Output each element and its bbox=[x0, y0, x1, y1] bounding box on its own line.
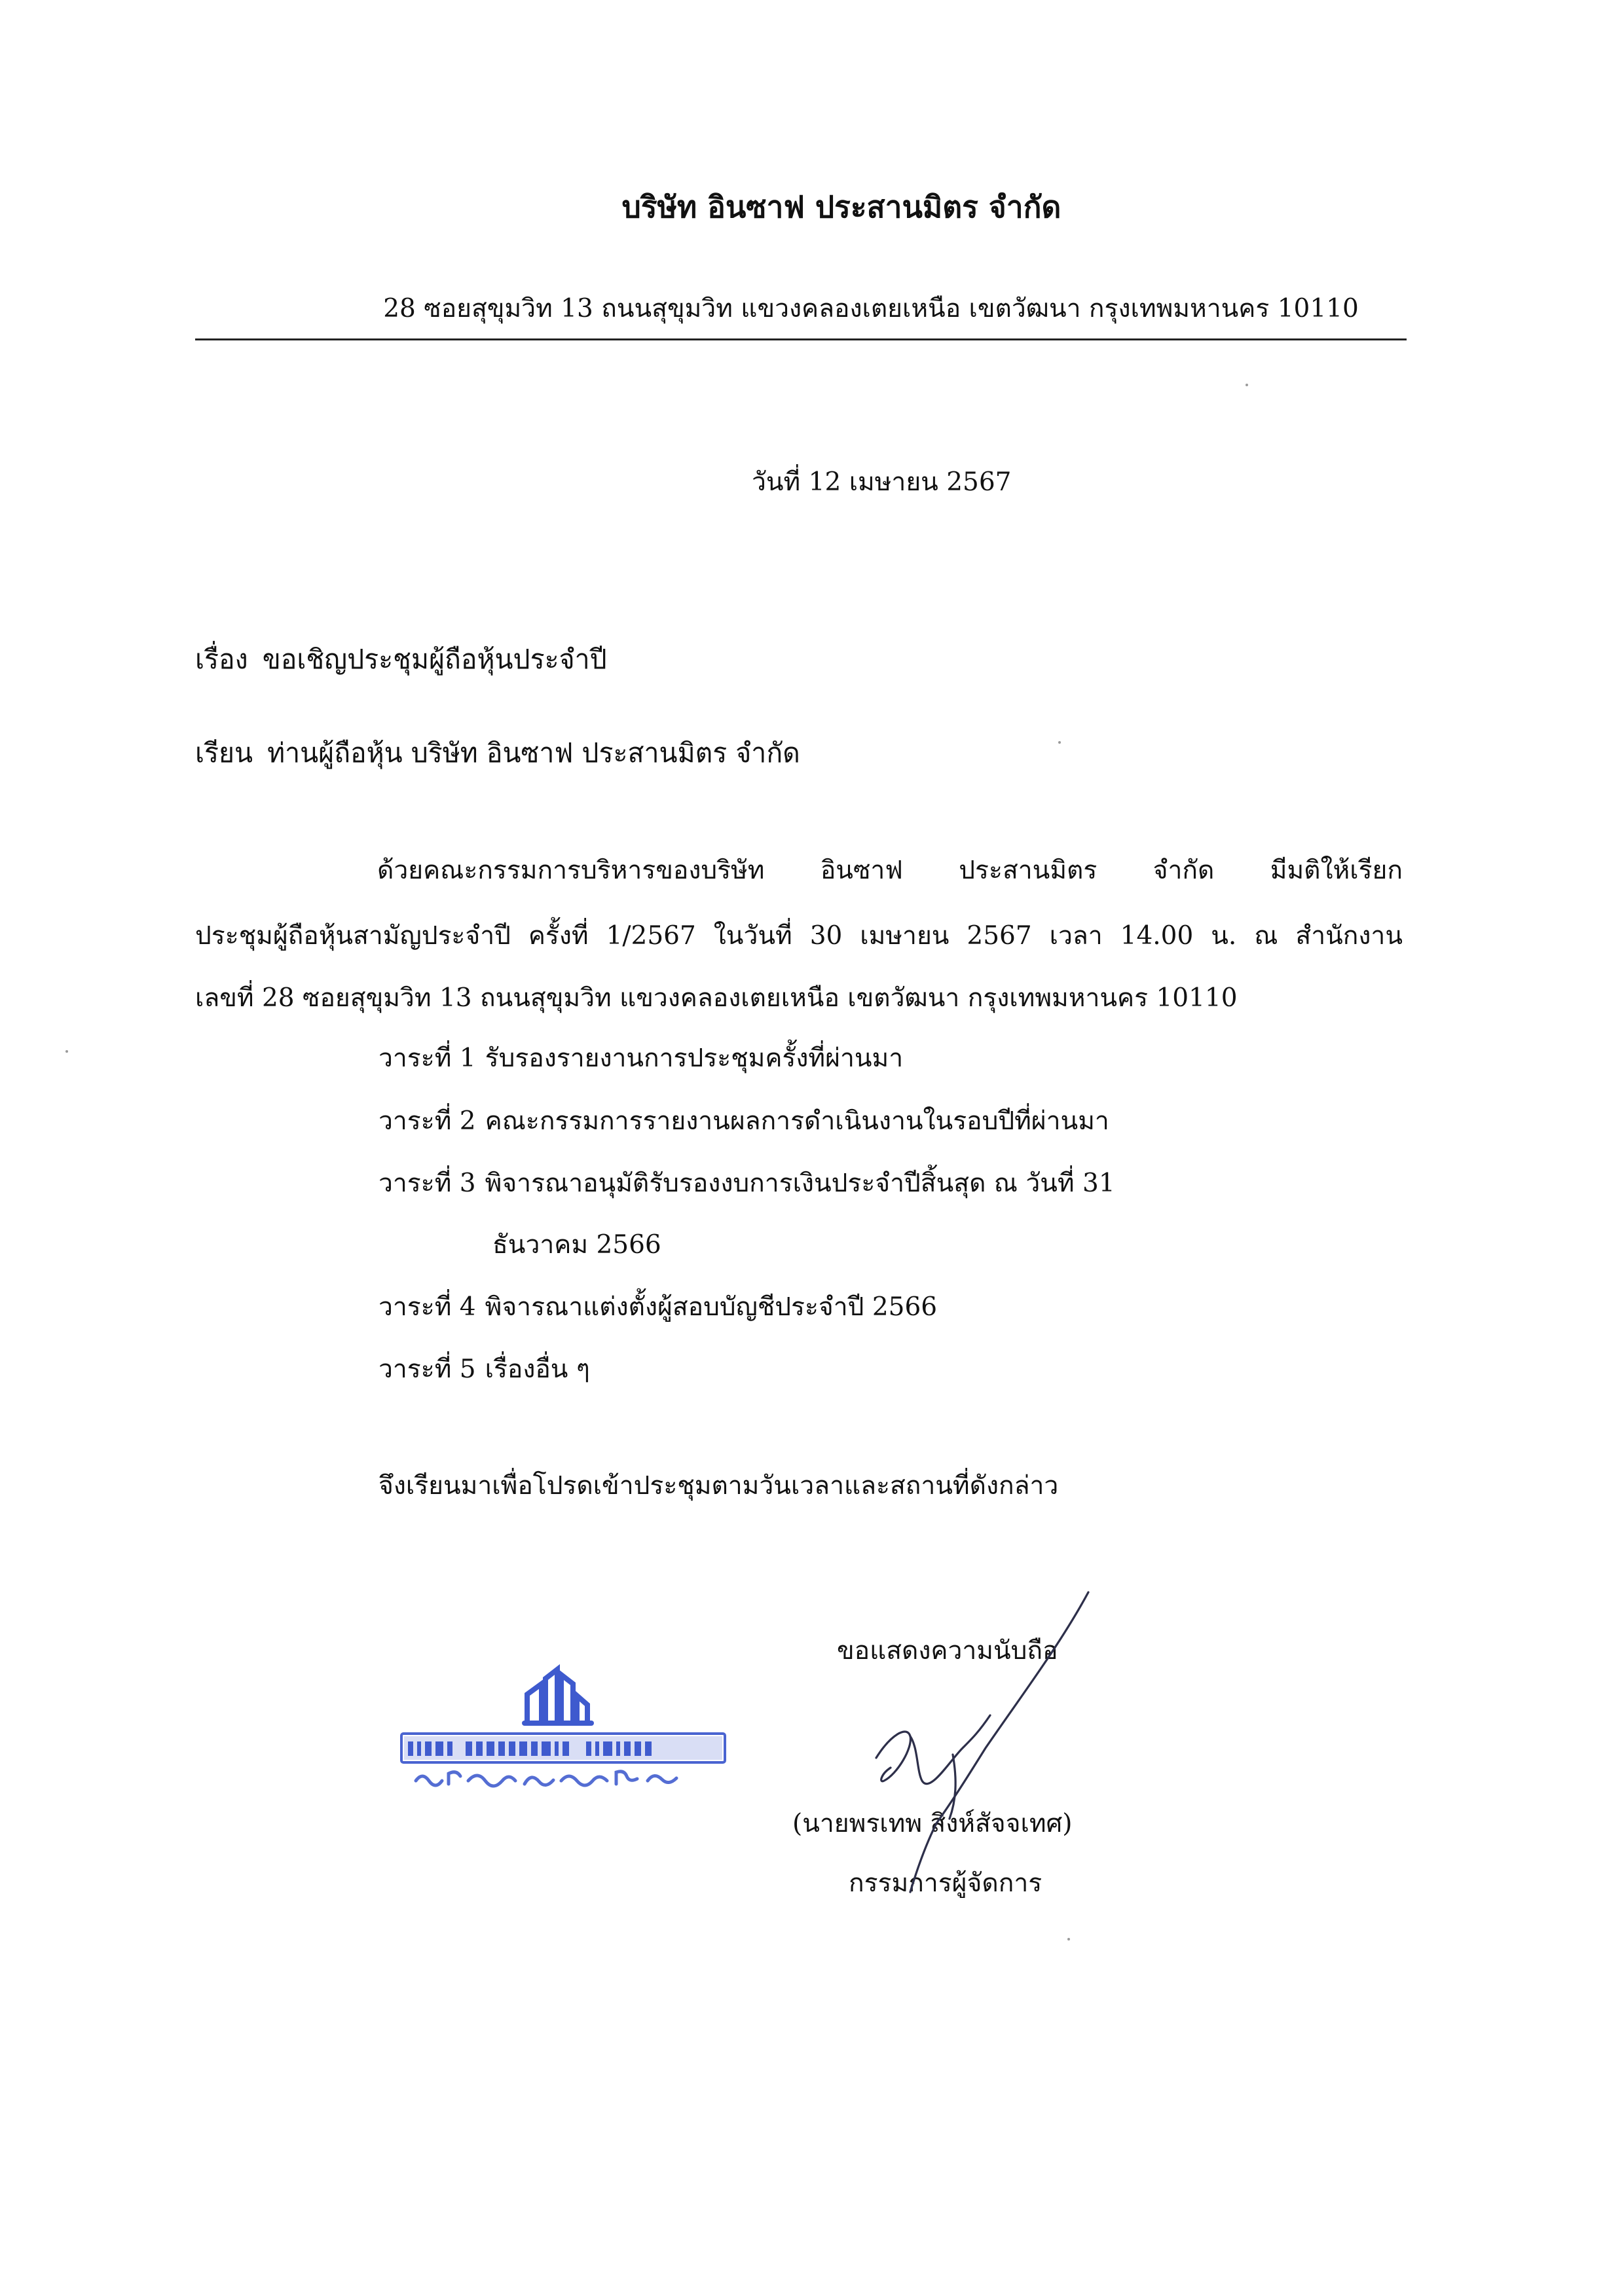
agenda-item bbox=[378, 1038, 903, 1078]
body-line-3: เลขที่ 28 ซอยสุขุมวิท 13 ถนนสุขุมวิท แขวงคลองเตยเหนือ เขตวัฒนา กรุงเทพมหานคร 10110 bbox=[195, 983, 1238, 1013]
body-line-1: ด้วยคณะกรรมการบริหารของบริษัท อินซาฟ ประสานมิตร จำกัด มีมติให้เรียก bbox=[377, 856, 1403, 885]
agenda-number: วาระที่ 1 bbox=[378, 1044, 476, 1073]
company-address: 28 ซอยสุขุมวิท 13 ถนนสุขุมวิท แขวงคลองเตยเหนือ เขตวัฒนา กรุงเทพมหานคร 10110 bbox=[383, 294, 1359, 323]
closing-line: จึงเรียนมาเพื่อโปรดเข้าประชุมตามวันเวลาและสถานที่ดังกล่าว bbox=[378, 1471, 1059, 1501]
agenda-text: คณะกรรมการรายงานผลการดำเนินงานในรอบปีที่ผ่านมา bbox=[485, 1106, 1109, 1136]
scan-speck bbox=[1067, 1938, 1070, 1941]
agenda-number: วาระที่ 4 bbox=[378, 1292, 476, 1322]
subject-text: ขอเชิญประชุมผู้ถือหุ้นประจำปี bbox=[262, 644, 607, 675]
agenda-text: พิจารณาอนุมัติรับรองงบการเงินประจำปีสิ้นสุด ณ วันที่ 31 bbox=[485, 1169, 1115, 1198]
signer-title: กรรมการผู้จัดการ bbox=[849, 1868, 1043, 1898]
agenda-item bbox=[378, 1163, 1115, 1203]
handwritten-signature bbox=[845, 1584, 1120, 1899]
scan-speck bbox=[1058, 741, 1061, 744]
letterhead-divider bbox=[195, 338, 1407, 340]
letter-date: วันที่ 12 เมษายน 2567 bbox=[752, 467, 1012, 497]
regards-line: ขอแสดงความนับถือ bbox=[837, 1636, 1058, 1666]
agenda-text: รับรองรายงานการประชุมครั้งที่ผ่านมา bbox=[485, 1044, 904, 1073]
scan-speck bbox=[65, 1050, 68, 1053]
agenda-item bbox=[378, 1101, 1109, 1141]
agenda-number: วาระที่ 3 bbox=[378, 1169, 476, 1198]
agenda-number: วาระที่ 2 bbox=[378, 1106, 476, 1136]
company-stamp bbox=[396, 1650, 730, 1813]
body-line-2: ประชุมผู้ถือหุ้นสามัญประจำปี ครั้งที่ 1/2567 ในวันที่ 30 เมษายน 2567 เวลา 14.00 น. ณ สำนักงาน bbox=[195, 921, 1403, 951]
salutation-text: ท่านผู้ถือหุ้น บริษัท อินซาฟ ประสานมิตร จำกัด bbox=[267, 737, 800, 769]
company-name: บริษัท อินซาฟ ประสานมิตร จำกัด bbox=[621, 189, 1061, 225]
salutation-line bbox=[195, 732, 800, 774]
signer-name: (นายพรเทพ สิงห์สัจจเทศ) bbox=[792, 1809, 1073, 1838]
agenda-text-continuation: ธันวาคม 2566 bbox=[492, 1230, 661, 1260]
agenda-item bbox=[378, 1286, 937, 1327]
agenda-text: พิจารณาแต่งตั้งผู้สอบบัญชีประจำปี 2566 bbox=[485, 1292, 938, 1322]
agenda-number: วาระที่ 5 bbox=[378, 1355, 476, 1384]
salutation-label: เรียน bbox=[195, 737, 253, 769]
building-icon bbox=[525, 1669, 591, 1723]
agenda-text: เรื่องอื่น ๆ bbox=[485, 1355, 590, 1384]
agenda-item bbox=[378, 1349, 590, 1389]
scan-speck bbox=[1246, 384, 1248, 386]
subject-line bbox=[195, 638, 607, 681]
subject-label: เรื่อง bbox=[195, 644, 248, 675]
